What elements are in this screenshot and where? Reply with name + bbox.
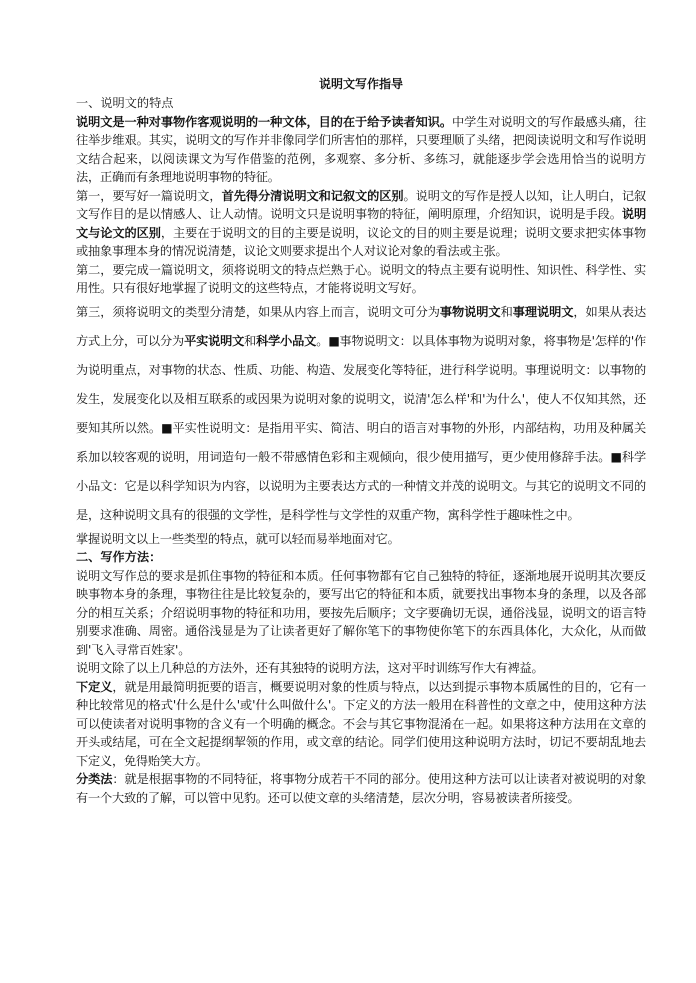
text-span: 。说明文的写作是授人以知，让人明白，记叙文写作目的是以情感人、让人动情。说明文只是说明事物的特征，阐明原理，介绍知识，说明是手段。 bbox=[76, 188, 647, 221]
text-span: 和 bbox=[500, 304, 513, 319]
text-span: ，如果从表达方式上分，可以分为 bbox=[76, 304, 646, 348]
paragraph-first bbox=[76, 187, 646, 261]
text-span: ：就是根据事物的不同特征，将事物分成若干不同的部分。使用这种方法可以让读者对被说明的对象有一个大致的了解，可以管中见豹。还可以使文章的头绪清楚，层次分明，容易被读者所接受。 bbox=[76, 772, 647, 805]
text-span: 第一，要写好一篇说明文， bbox=[76, 188, 222, 203]
paragraph-summary: 掌握说明文以上一些类型的特点，就可以轻而易举地面对它。 bbox=[76, 531, 400, 546]
paragraph-classification bbox=[76, 770, 646, 807]
paragraph-definition bbox=[76, 678, 646, 771]
document-title: 说明文写作指导 bbox=[318, 77, 403, 91]
text-span: 第三，须将说明文的类型分清楚，如果从内容上而言，说明文可分为 bbox=[76, 304, 440, 319]
bold-span: 首先得分清说明文和记叙文的区别 bbox=[221, 188, 404, 203]
paragraph-methods: 说明文写作总的要求是抓住事物的特征和本质。任何事物都有它自己独特的特征，逐渐地展开说明其次要反映事物本身的条理，事物往往是比较复杂的，要写出它的特征和本质，就要找出事物本身的条理，以及各部分的相互关系；介绍说明事物的特征和功用，要按先后顺序；文字要确切无误，通俗浅显，说明文的语言特别要求准确、周密。通俗浅显是为了让读者更好了解你笔下的事物使你笔下的东西具体化，大众化，从而做到'飞入寻常百姓家'。 bbox=[76, 568, 646, 657]
bold-span: 事物说明文 bbox=[439, 304, 501, 319]
intro-bold-text: 说明文是一种对事物作客观说明的一种文体，目的在于给予读者知识。 bbox=[76, 114, 453, 129]
definition-term: 下定义 bbox=[76, 679, 113, 694]
classification-term: 分类法 bbox=[76, 772, 113, 786]
bold-span: 科学小品文 bbox=[256, 333, 317, 348]
paragraph-third bbox=[76, 298, 646, 530]
text-span: ，主要在于说明文的目的主要是说明，议论文的目的则主要是说理；说明文要求把实体事物或抽象事理本身的情况说清楚，议论文则要求提出个人对议论对象的看法或主张。 bbox=[76, 225, 646, 258]
bold-span: 平实说明文 bbox=[184, 333, 245, 348]
bold-span: 事理说明文 bbox=[512, 304, 574, 319]
section-heading-methods: 二、写作方法： bbox=[76, 550, 162, 564]
text-span: 。■事物说明文：以具体事物为说明对象，将事物是'怎样的'作为说明重点，对事物的状态、性质、功能、构造、发展变化等特征，进行科学说明。事理说明文：以事物的发生，发展变化以及相互联系的或因果为说明对象的说明文，说清'怎么样'和'为什么'，使人不仅知其然，还要知其所以然。■平实性说明文：是指用平实、简洁、明白的语言对事物的外形，内部结构，功用及种属关系加以较客观的说明，用词造句一般不带感情色彩和主观倾向，很少使用描写，更少使用修辞手法。■科学小品文：它是以科学知识为内容，以说明为主要表达方式的一种情文并茂的说明文。与其它的说明文不同的是，这种说明文具有的很强的文学性，是科学性与文学性的双重产物，寓科学性于趣味性之中。 bbox=[76, 333, 647, 522]
section-heading-features: 一、说明文的特点 bbox=[76, 96, 174, 110]
paragraph-second: 第二，要完成一篇说明文，须将说明文的特点烂熟于心。说明文的特点主要有说明性、知识性、科学性、实用性。只有很好地掌握了说明文的这些特点，才能将说明文写好。 bbox=[76, 262, 646, 295]
paragraph-intro bbox=[76, 113, 646, 187]
text-span: ，就是用最简明扼要的语言，概要说明对象的性质与特点，以达到提示事物本质属性的目的，它有一种比较常见的格式'什么是什么'或'什么叫做什么'。下定义的方法一般用在科普性的文章之中，使用这种方法可以使读者对说明事物的含义有一个明确的概念。不会与其它事物混淆在一起。如果将这种方法用在文章的开头或结尾，可在全文起提纲挈领的作用，或文章的结论。同学们使用这种说明方法时，切记不要胡乱地去下定义，免得贻笑大方。 bbox=[76, 679, 647, 768]
bold-span: 说明文与论文的区别 bbox=[76, 207, 646, 240]
paragraph-special-methods: 说明文除了以上几种总的方法外，还有其独特的说明方法，这对平时训练写作大有裨益。 bbox=[76, 661, 544, 675]
intro-text: 中学生对说明文的写作最感头痛，往往举步维艰。其实，说明文的写作并非像同学们所害怕的那样，只要理顺了头绪，把阅读说明文和写作说明文结合起来，以阅读课文为写作借鉴的范例，多观察、多分析、多练习，就能逐步学会选用恰当的说明方法，正确而有条理地说明事物的特征。 bbox=[76, 114, 646, 184]
text-span: 和 bbox=[244, 333, 257, 348]
